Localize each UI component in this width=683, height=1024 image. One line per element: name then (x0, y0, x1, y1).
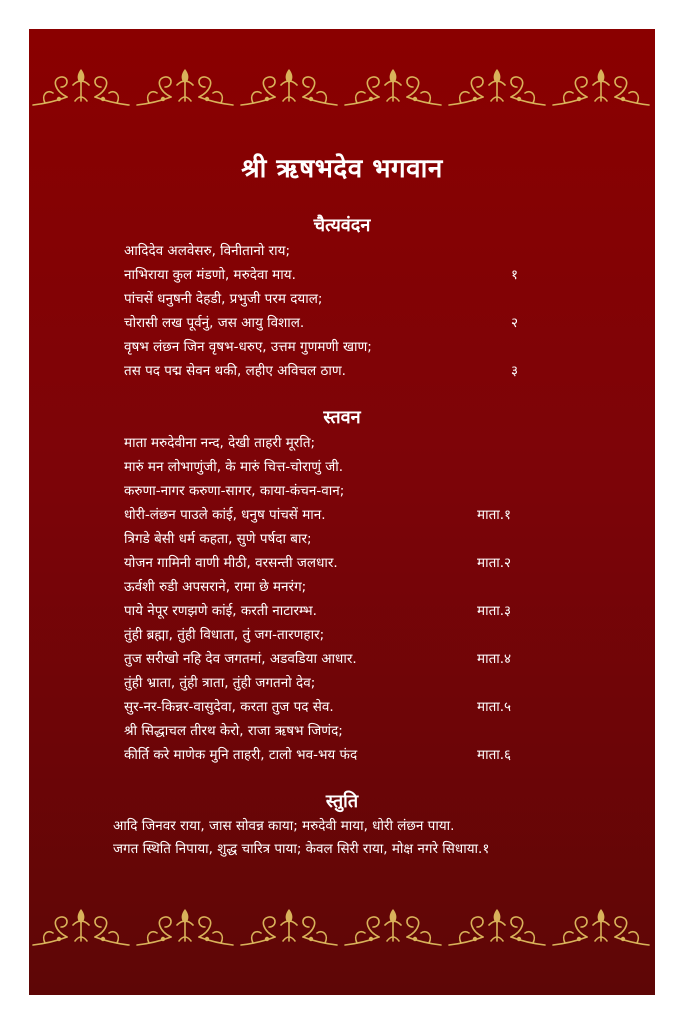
stavan-verse-line (124, 623, 544, 647)
stavan-verse-line (124, 551, 544, 575)
ornament-border-bottom (29, 907, 655, 951)
chaityavandan-verse-text: आदिदेव अलवेसरु, विनीतानो राय; (124, 243, 291, 259)
stavan-verse-text: योजन गामिनी वाणी मीठी, वरसन्ती जलधार. (124, 555, 338, 571)
stavan-verse-text: कीर्ति करे माणेक मुनि ताहरी, टालो भव-भय फंद (124, 747, 358, 763)
floral-scroll-icon (345, 909, 441, 945)
stavan-verse-text: मारुं मन लोभाणुंजी, के मारुं चित्त-चोराणुं जी. (124, 459, 344, 475)
stavan-verse-line (124, 503, 544, 527)
chaityavandan-verse-line (124, 311, 544, 335)
stavan-verse-number: माता.५ (477, 699, 512, 715)
stavan-verse-line (124, 719, 544, 743)
floral-scroll-icon (241, 69, 337, 105)
stavan-verse-text: तुज सरीखो नहि देव जगतमां, अडवडिया आधार. (124, 651, 357, 667)
floral-scroll-icon (137, 909, 233, 945)
page-title: श्री ऋषभदेव भगवान (241, 154, 443, 184)
chaityavandan-verse-number: १ (511, 267, 519, 283)
floral-scroll-icon (449, 69, 545, 105)
stavan-verse-number: माता.३ (477, 603, 512, 619)
stuti-verses (113, 815, 633, 861)
floral-scroll-icon (553, 69, 649, 105)
stavan-verse-line (124, 431, 544, 455)
stavan-verse-text: त्रिगडे बेसी धर्म कहता, सुणे पर्षदा बार; (124, 531, 312, 547)
stavan-verse-line (124, 479, 544, 503)
stavan-verses (124, 431, 544, 767)
stavan-verse-text: तुंही ब्रह्मा, तुंही विधाता, तुं जग-तारणहार; (124, 627, 325, 643)
stavan-verse-number: माता.६ (477, 747, 512, 763)
stavan-verse-text: ऊर्वशी रुडी अपसराने, रामा छे मनरंग; (124, 579, 307, 595)
stavan-verse-line (124, 695, 544, 719)
stavan-verse-text: तुंही भ्राता, तुंही त्राता, तुंही जगतनो देव; (124, 675, 316, 691)
floral-scroll-icon (449, 909, 545, 945)
chaityavandan-heading: चैत्यवंदन (313, 215, 371, 236)
stavan-verse-text: माता मरुदेवीना नन्द, देखी ताहरी मूरति; (124, 435, 316, 451)
stuti-heading: स्तुति (325, 791, 359, 812)
stavan-verse-text: धोरी-लंछन पाउले कांई, धनुष पांचसें मान. (124, 507, 326, 523)
stavan-verse-text: सुर-नर-किन्नर-वासुदेवा, करता तुज पद सेव. (124, 699, 334, 715)
stavan-verse-line (124, 575, 544, 599)
stavan-verse-number: माता.२ (477, 555, 512, 571)
chaityavandan-verse-text: नाभिराया कुल मंडणो, मरुदेवा माय. (124, 267, 296, 283)
page (29, 29, 655, 995)
floral-scroll-icon (345, 69, 441, 105)
stavan-verse-text: श्री सिद्धाचल तीरथ केरो, राजा ऋषभ जिणंद; (124, 723, 343, 739)
chaityavandan-verse-line (124, 287, 544, 311)
ornament-border-top (29, 67, 655, 111)
chaityavandan-verses (124, 239, 544, 383)
stuti-verse-line: आदि जिनवर राया, जास सोवन्न काया; मरुदेवी माया, धोरी लंछन पाया. (113, 818, 455, 834)
floral-scroll-icon (553, 909, 649, 945)
stavan-verse-number: माता.४ (477, 651, 512, 667)
chaityavandan-verse-text: पांचसें धनुषनी देहडी, प्रभुजी परम दयाल; (124, 291, 323, 307)
stavan-verse-line (124, 527, 544, 551)
floral-scroll-icon (241, 909, 337, 945)
floral-scroll-icon (137, 69, 233, 105)
chaityavandan-verse-number: २ (511, 315, 519, 331)
stavan-verse-line (124, 671, 544, 695)
chaityavandan-verse-line (124, 359, 544, 383)
floral-scroll-icon (33, 909, 129, 945)
chaityavandan-verse-text: चोरासी लख पूर्वनुं, जस आयु विशाल. (124, 315, 305, 331)
chaityavandan-verse-line (124, 239, 544, 263)
stavan-verse-line (124, 743, 544, 767)
stavan-verse-text: पाये नेपूर रणझणे कांई, करती नाटारम्भ. (124, 603, 317, 619)
stavan-heading: स्तवन (323, 407, 361, 428)
chaityavandan-verse-line (124, 335, 544, 359)
chaityavandan-verse-text: तस पद पद्म सेवन थकी, लहीए अविचल ठाण. (124, 363, 346, 379)
chaityavandan-verse-line (124, 263, 544, 287)
chaityavandan-verse-number: ३ (511, 363, 519, 379)
stavan-verse-line (124, 647, 544, 671)
chaityavandan-verse-text: वृषभ लंछन जिन वृषभ-धरुए, उत्तम गुणमणी खाण; (124, 339, 372, 355)
floral-scroll-icon (33, 69, 129, 105)
stuti-verse-line: जगत स्थिति निपाया, शुद्ध चारित्र पाया; केवल सिरी राया, मोक्ष नगरे सिधाया.१ (113, 841, 490, 857)
stavan-verse-number: माता.१ (477, 507, 512, 523)
stavan-verse-line (124, 455, 544, 479)
stavan-verse-line (124, 599, 544, 623)
stavan-verse-text: करुणा-नागर करुणा-सागर, काया-कंचन-वान; (124, 483, 345, 499)
